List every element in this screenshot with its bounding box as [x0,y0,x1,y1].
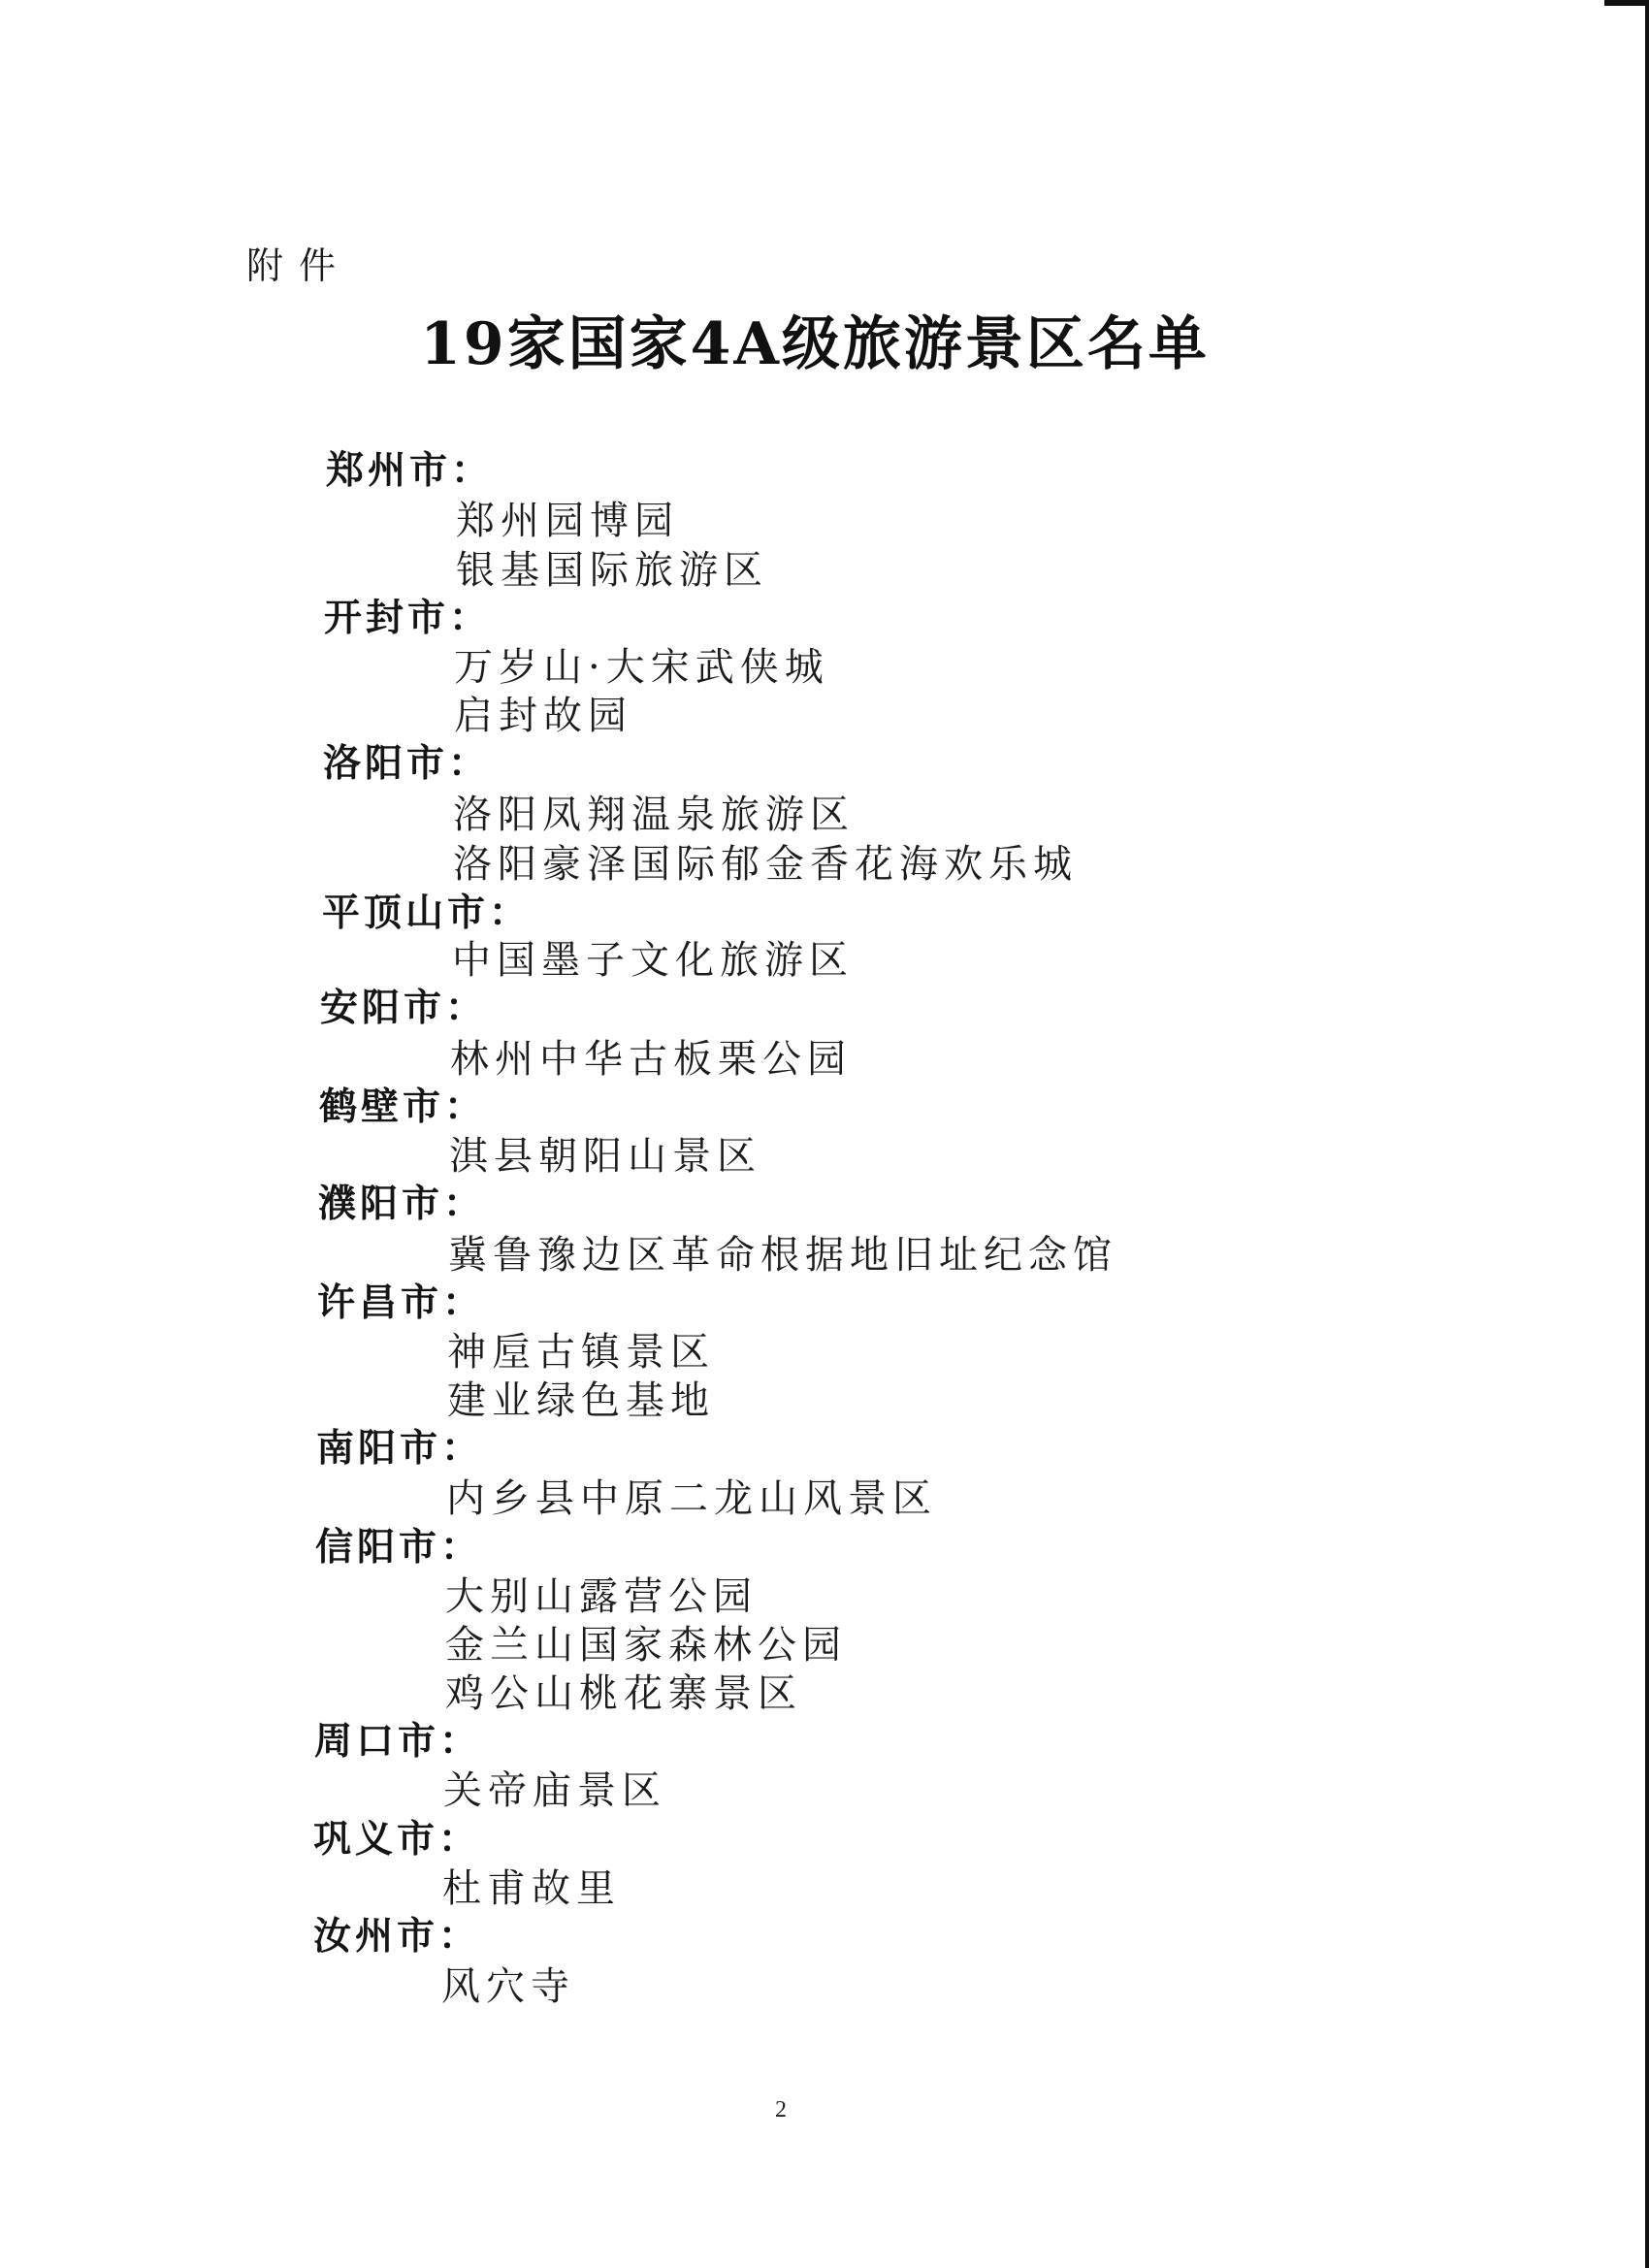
city-label: 濮阳市： [318,1183,486,1226]
scenic-item: 内乡县中原二龙山风景区 [446,1476,937,1521]
scenic-item: 林州中华古板栗公园 [450,1037,852,1082]
scenic-item: 金兰山国家森林公园 [445,1623,847,1668]
city-label: 安阳市： [320,987,488,1030]
scenic-item: 鸡公山桃花寨景区 [445,1671,802,1716]
page-number: 2 [775,2097,787,2122]
scenic-item: 关帝庙景区 [443,1768,666,1813]
city-label: 信阳市： [315,1526,483,1570]
scenic-item: 杜甫故里 [442,1866,621,1911]
city-label: 周口市： [314,1720,482,1764]
scenic-item: 郑州园博园 [456,499,679,543]
scenic-item: 建业绿色基地 [447,1378,715,1423]
city-label: 平顶山市： [322,891,532,935]
city-label: 郑州市： [326,449,494,493]
scenic-item: 万岁山·大宋武侠城 [454,645,829,690]
scenic-item: 冀鲁豫边区革命根据地旧址纪念馆 [448,1233,1117,1278]
city-label: 鹤壁市： [319,1085,487,1129]
scenic-item: 风穴寺 [441,1964,575,2009]
city-label: 开封市： [324,597,492,640]
scenic-item: 中国墨子文化旅游区 [452,938,854,983]
scenic-item: 神垕古镇景区 [447,1330,715,1375]
attachment-label: 附件 [246,244,352,287]
city-label: 许昌市： [317,1281,485,1325]
scenic-item: 洛阳凤翔温泉旅游区 [453,793,855,837]
scenic-item: 启封故园 [454,694,632,738]
city-label: 汝州市： [313,1915,481,1959]
scenic-item: 淇县朝阳山景区 [449,1134,761,1179]
scenic-item: 银基国际旅游区 [456,548,768,593]
city-label: 巩义市： [313,1818,481,1862]
city-label: 南阳市： [316,1427,484,1471]
scenic-item: 大别山露营公园 [445,1574,758,1619]
city-label: 洛阳市： [323,742,491,786]
document-title: 19家国家4A级旅游景区名单 [420,310,1210,378]
scenic-item: 洛阳豪泽国际郁金香花海欢乐城 [453,842,1078,887]
